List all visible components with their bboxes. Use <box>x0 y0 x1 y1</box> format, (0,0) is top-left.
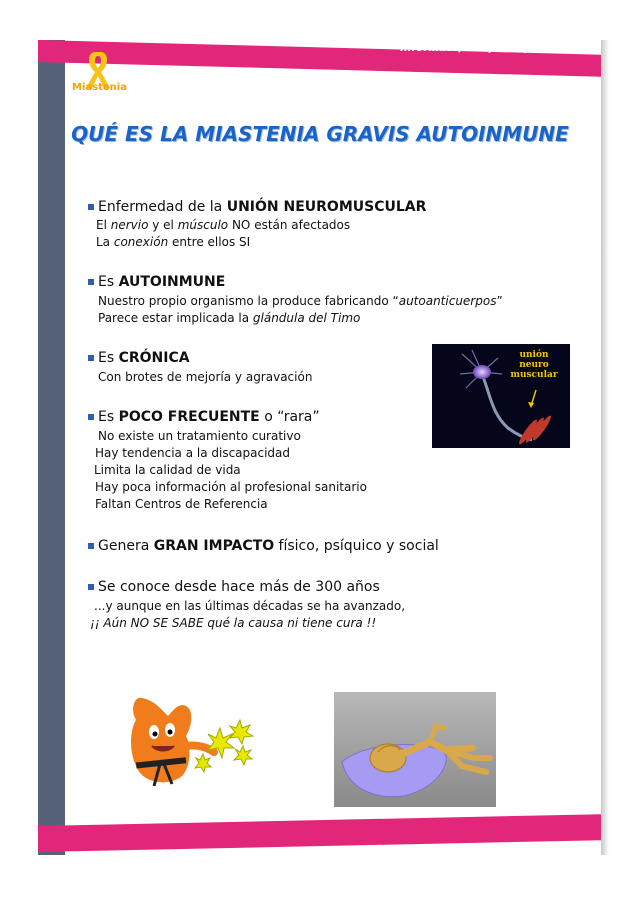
text-line: ...y aunque en las últimas décadas se ha avanzado, <box>94 599 406 613</box>
side-bar <box>38 40 65 855</box>
neuromuscular-image <box>432 344 570 448</box>
page-shadow <box>601 40 609 855</box>
text-line: ¡¡ Aún NO SE SABE qué la causa ni tiene cura !! <box>90 616 377 630</box>
section-poco-frecuente: Es POCO FRECUENTE o “rara” No existe un tratamiento curativo Hay tendencia a la discapacidad Limita la calidad de vida Hay poca información al profesional sanitario Faltan Centros de Referencia <box>88 409 367 513</box>
text-line: Con brotes de mejoría y agravación <box>98 370 313 384</box>
section-neuromuscular: Enfermedad de la UNIÓN NEUROMUSCULAR El nervio y el músculo NO están afectados La conexión entre ellos SI <box>88 199 426 251</box>
text-line: No existe un tratamiento curativo <box>98 429 301 443</box>
section-impacto: Genera GRAN IMPACTO físico, psíquico y social <box>88 538 439 554</box>
bullet-icon <box>88 584 94 590</box>
mannequin-illustration <box>334 692 496 807</box>
text-line: Hay tendencia a la discapacidad <box>95 446 291 460</box>
text-line: Nuestro propio organismo la produce fabricando “autoanticuerpos” <box>98 294 503 308</box>
tagline: Infórmate, Adáptate y Contrólala <box>400 43 596 54</box>
text-line: El nervio y el músculo NO están afectados <box>96 218 351 232</box>
bullet-icon <box>88 543 94 549</box>
text-line: Faltan Centros de Referencia <box>95 497 268 511</box>
text-line: La conexión entre ellos SI <box>96 235 251 249</box>
logo-text: Miastenia <box>72 82 127 93</box>
karate-cell-illustration <box>120 690 270 802</box>
page-title: QUÉ ES LA MIASTENIA GRAVIS AUTOINMUNE <box>71 122 569 146</box>
bullet-icon <box>88 279 94 285</box>
bullet-icon <box>88 355 94 361</box>
section-cronica: Es CRÓNICA Con brotes de mejoría y agravación <box>88 350 312 386</box>
tired-mannequin-image <box>334 692 496 807</box>
neuron-label: unión neuro muscular <box>510 350 558 380</box>
bullet-icon <box>88 204 94 210</box>
text-line: Limita la calidad de vida <box>94 463 241 477</box>
bullet-icon <box>88 414 94 420</box>
section-autoinmune: Es AUTOINMUNE Nuestro propio organismo la produce fabricando “autoanticuerpos” Parece estar implicada la glándula del Timo <box>88 274 503 327</box>
text-line: Hay poca información al profesional sanitario <box>95 480 367 494</box>
text-line: Parece estar implicada la glándula del Timo <box>98 311 361 325</box>
section-historia: Se conoce desde hace más de 300 años ...y aunque en las últimas décadas se ha avanzado, ¡¡ Aún NO SE SABE qué la causa ni tiene cura !! <box>90 579 406 630</box>
footer-band <box>38 814 601 852</box>
